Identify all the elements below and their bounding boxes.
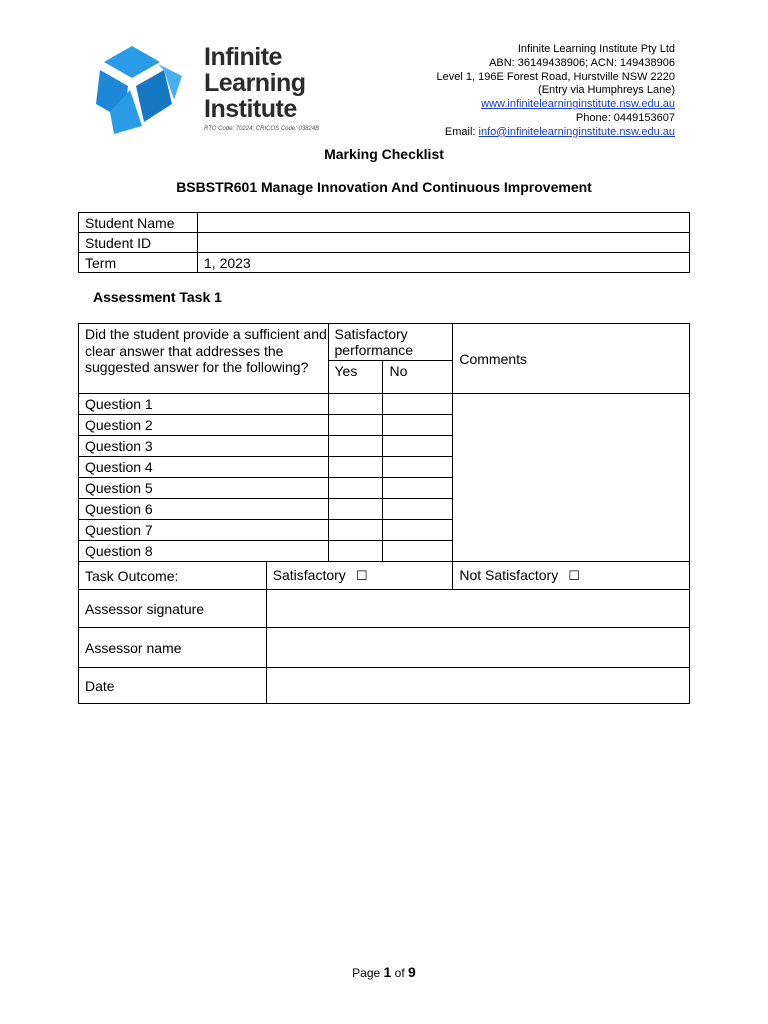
assessor-signature-field[interactable] (266, 590, 689, 628)
student-id-field[interactable] (198, 233, 690, 253)
no-cell[interactable] (383, 520, 453, 541)
satisfactory-header: Satisfactory performance (328, 324, 453, 361)
assessor-signature-label: Assessor signature (79, 590, 267, 628)
yes-cell[interactable] (328, 394, 383, 415)
logo-codes: RTO Code: 70224; CRICOS Code: 03824B (204, 126, 320, 132)
question-header: Did the student provide a sufficient and clear answer that addresses the suggested answer for the following? (79, 324, 329, 394)
yes-header: Yes (328, 361, 383, 394)
not-satisfactory-option[interactable] (453, 562, 690, 590)
no-cell[interactable] (383, 436, 453, 457)
yes-cell[interactable] (328, 436, 383, 457)
company-name: Infinite Learning Institute Pty Ltd (517, 43, 675, 55)
question-row-label: Question 7 (79, 520, 329, 541)
page-label: Page (352, 966, 381, 980)
not-satisfactory-checkbox[interactable]: ☐ (568, 568, 580, 583)
assessor-name-field[interactable] (266, 628, 689, 668)
marking-table (78, 323, 690, 704)
student-id-label: Student ID (79, 233, 198, 253)
student-info-table (78, 212, 690, 273)
student-name-field[interactable] (198, 213, 690, 233)
no-cell[interactable] (383, 394, 453, 415)
not-satisfactory-option-label: Not Satisfactory (459, 567, 559, 583)
abn-acn: ABN: 36149438906; ACN: 149438906 (489, 56, 675, 69)
email-link[interactable]: info@infinitelearninginstitute.nsw.edu.au (478, 125, 675, 138)
unit-title: BSBSTR601 Manage Innovation And Continuous Improvement (176, 179, 592, 195)
institute-logo (90, 42, 330, 138)
question-row-label: Question 8 (79, 541, 329, 562)
no-header: No (383, 361, 453, 394)
satisfactory-option[interactable] (266, 562, 453, 590)
website-link[interactable]: www.infinitelearninginstitute.nsw.edu.au (481, 98, 675, 111)
cube-logo-icon (90, 42, 200, 138)
date-label: Date (79, 668, 267, 704)
comments-field[interactable] (453, 394, 690, 562)
logo-line-1: Infinite (204, 43, 282, 71)
question-row-label: Question 5 (79, 478, 329, 499)
assessor-name-label: Assessor name (79, 628, 267, 668)
question-row-label: Question 3 (79, 436, 329, 457)
question-row-label: Question 2 (79, 415, 329, 436)
no-cell[interactable] (383, 499, 453, 520)
no-cell[interactable] (383, 541, 453, 562)
task-heading: Assessment Task 1 (93, 289, 222, 305)
yes-cell[interactable] (328, 499, 383, 520)
document-title: Marking Checklist (324, 146, 444, 162)
date-field[interactable] (266, 668, 689, 704)
no-cell[interactable] (383, 478, 453, 499)
total-pages: 9 (408, 964, 416, 980)
question-row-label: Question 4 (79, 457, 329, 478)
no-cell[interactable] (383, 415, 453, 436)
question-row-label: Question 6 (79, 499, 329, 520)
yes-cell[interactable] (328, 415, 383, 436)
yes-cell[interactable] (328, 520, 383, 541)
yes-cell[interactable] (328, 541, 383, 562)
term-label: Term (79, 253, 198, 273)
task-outcome-label: Task Outcome: (79, 562, 267, 590)
of-label: of (394, 966, 405, 980)
address-block (437, 43, 675, 140)
student-name-label: Student Name (79, 213, 198, 233)
page-number: 1 (383, 964, 392, 980)
logo-line-2: Learning (204, 69, 306, 97)
logo-line-3: Institute (204, 95, 297, 123)
question-row-label: Question 1 (79, 394, 329, 415)
no-cell[interactable] (383, 457, 453, 478)
satisfactory-checkbox[interactable]: ☐ (355, 568, 368, 583)
page-footer (0, 964, 768, 980)
yes-cell[interactable] (328, 478, 383, 499)
yes-cell[interactable] (328, 457, 383, 478)
comments-header: Comments (453, 324, 690, 394)
phone: Phone: 0449153607 (575, 111, 675, 124)
entry-note: (Entry via Humphreys Lane) (538, 84, 675, 97)
street-address: Level 1, 196E Forest Road, Hurstville NSW 2220 (436, 70, 675, 83)
satisfactory-option-label: Satisfactory (272, 567, 346, 583)
email-label: Email: (444, 125, 479, 138)
term-field[interactable]: 1, 2023 (198, 253, 690, 273)
